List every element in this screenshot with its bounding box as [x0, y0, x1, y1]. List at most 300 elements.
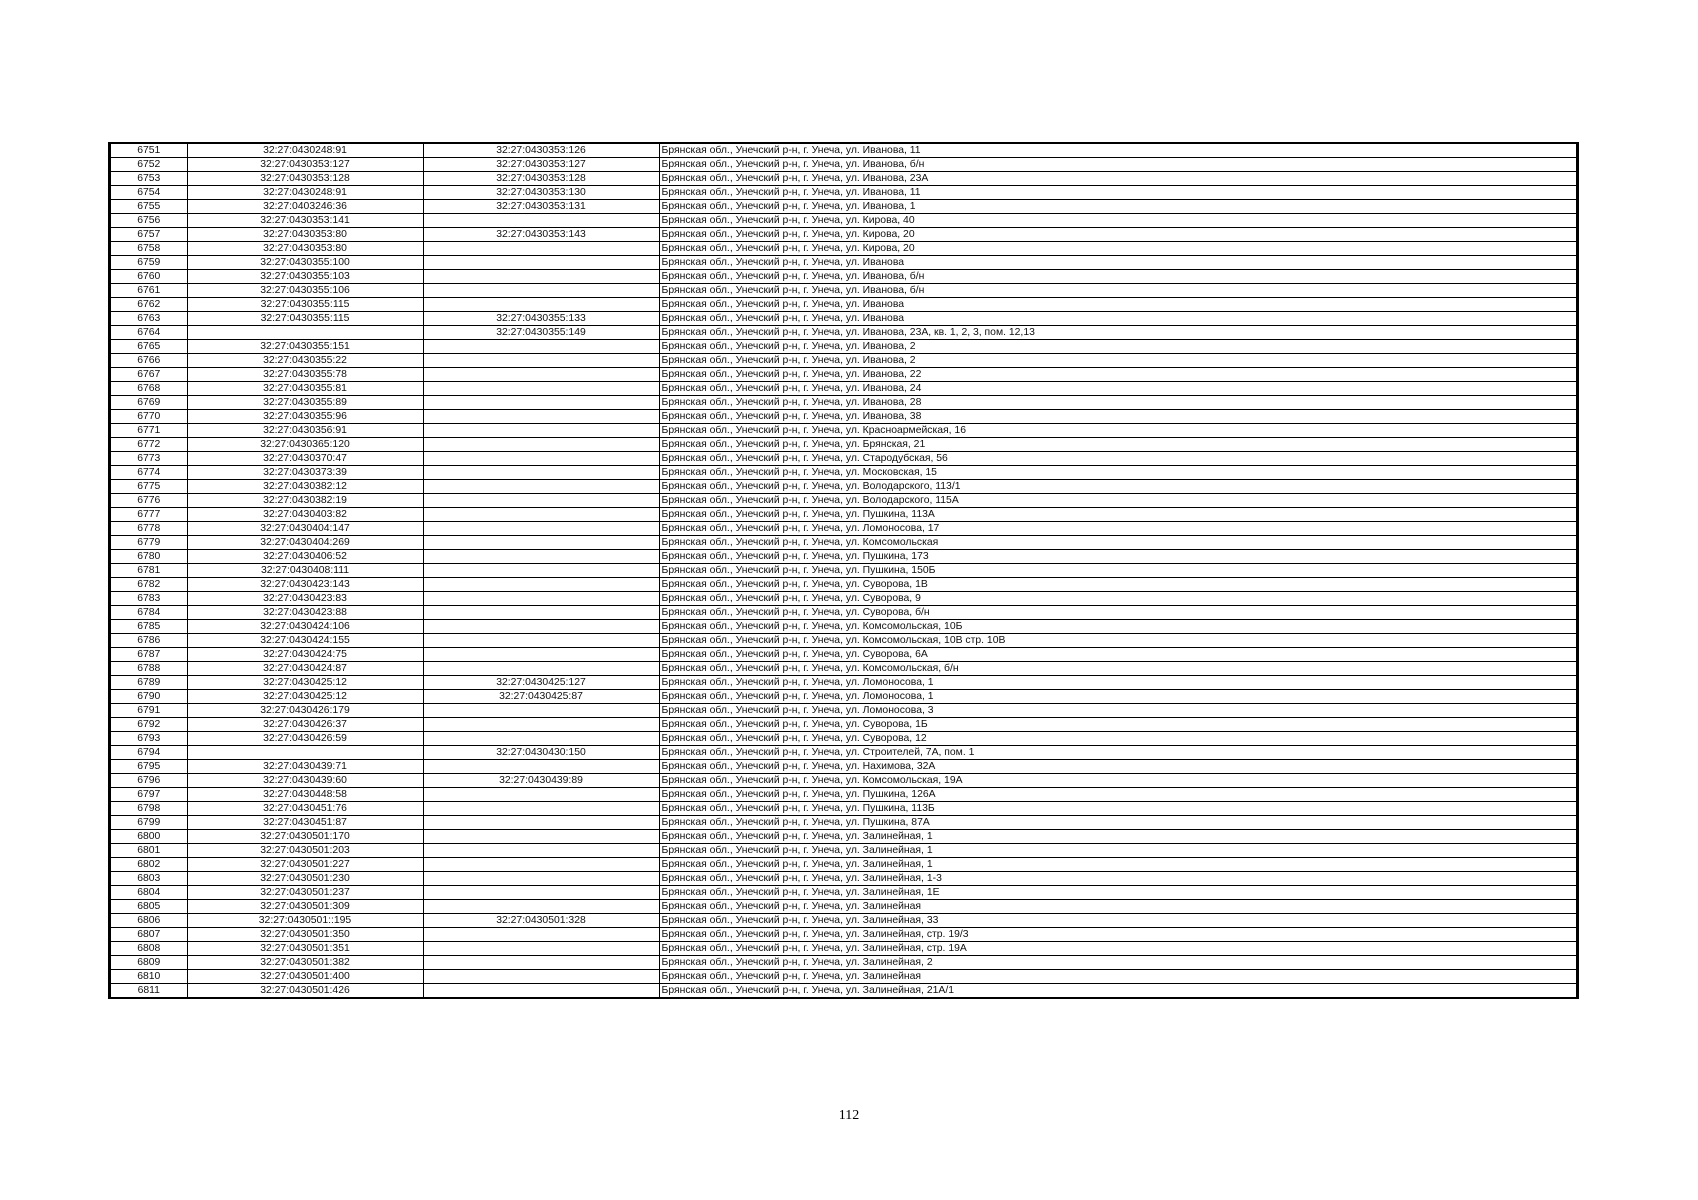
table-row [110, 788, 1577, 802]
cadastral-number-cell: 32:27:0430501:400 [187, 970, 423, 984]
row-number-cell: 6789 [110, 676, 187, 690]
cadastral-number-cell: 32:27:0430426:37 [187, 718, 423, 732]
table-row [110, 144, 1577, 158]
cadastral-number-cell: 32:27:0430451:76 [187, 802, 423, 816]
address-cell: Брянская обл., Унечский р-н, г. Унеча, ул. Залинейная, 2 [659, 956, 1577, 970]
address-cell: Брянская обл., Унечский р-н, г. Унеча, ул. Ломоносова, 1 [659, 676, 1577, 690]
cadastral-number-cell: 32:27:0430353:128 [187, 172, 423, 186]
row-number-cell: 6767 [110, 368, 187, 382]
cadastral-number-cell [187, 326, 423, 340]
table-row [110, 214, 1577, 228]
cadastral-number-cell: 32:27:0430382:19 [187, 494, 423, 508]
table-row [110, 774, 1577, 788]
cadastral-number-cell: 32:27:0430501:350 [187, 928, 423, 942]
linked-cadastral-number-cell [423, 578, 659, 592]
cadastral-number-cell: 32:27:0430501:203 [187, 844, 423, 858]
table-row [110, 522, 1577, 536]
address-cell: Брянская обл., Унечский р-н, г. Унеча, ул. Брянская, 21 [659, 438, 1577, 452]
cadastral-number-cell: 32:27:0430355:115 [187, 312, 423, 326]
row-number-cell: 6784 [110, 606, 187, 620]
address-cell: Брянская обл., Унечский р-н, г. Унеча, ул. Залинейная, 1Е [659, 886, 1577, 900]
linked-cadastral-number-cell [423, 886, 659, 900]
table-row [110, 382, 1577, 396]
cadastral-number-cell: 32:27:0430248:91 [187, 186, 423, 200]
table-row [110, 760, 1577, 774]
table-row [110, 704, 1577, 718]
cadastral-number-cell: 32:27:0430248:91 [187, 144, 423, 158]
row-number-cell: 6811 [110, 984, 187, 998]
table-row [110, 718, 1577, 732]
linked-cadastral-number-cell [423, 242, 659, 256]
table-row [110, 242, 1577, 256]
registry-table [109, 143, 1578, 998]
table-row [110, 886, 1577, 900]
row-number-cell: 6760 [110, 270, 187, 284]
table-row [110, 662, 1577, 676]
cadastral-number-cell: 32:27:0430425:12 [187, 690, 423, 704]
row-number-cell: 6773 [110, 452, 187, 466]
row-number-cell: 6762 [110, 298, 187, 312]
linked-cadastral-number-cell [423, 928, 659, 942]
cadastral-number-cell: 32:27:0430355:78 [187, 368, 423, 382]
cadastral-number-cell: 32:27:0430355:81 [187, 382, 423, 396]
table-row [110, 340, 1577, 354]
address-cell: Брянская обл., Унечский р-н, г. Унеча, ул. Стародубская, 56 [659, 452, 1577, 466]
row-number-cell: 6780 [110, 550, 187, 564]
row-number-cell: 6782 [110, 578, 187, 592]
address-cell: Брянская обл., Унечский р-н, г. Унеча, ул. Комсомольская, 10В стр. 10В [659, 634, 1577, 648]
table-row [110, 410, 1577, 424]
table-row [110, 564, 1577, 578]
linked-cadastral-number-cell: 32:27:0430425:127 [423, 676, 659, 690]
cadastral-number-cell: 32:27:0430355:151 [187, 340, 423, 354]
table-row [110, 732, 1577, 746]
cadastral-number-cell: 32:27:0430355:89 [187, 396, 423, 410]
row-number-cell: 6764 [110, 326, 187, 340]
table-row [110, 830, 1577, 844]
row-number-cell: 6783 [110, 592, 187, 606]
cadastral-number-cell: 32:27:0430501:309 [187, 900, 423, 914]
address-cell: Брянская обл., Унечский р-н, г. Унеча, ул. Суворова, 1Б [659, 718, 1577, 732]
cadastral-number-cell: 32:27:0430501:237 [187, 886, 423, 900]
linked-cadastral-number-cell: 32:27:0430355:133 [423, 312, 659, 326]
linked-cadastral-number-cell [423, 270, 659, 284]
linked-cadastral-number-cell [423, 662, 659, 676]
address-cell: Брянская обл., Унечский р-н, г. Унеча, ул. Кирова, 20 [659, 242, 1577, 256]
linked-cadastral-number-cell: 32:27:0430439:89 [423, 774, 659, 788]
linked-cadastral-number-cell [423, 424, 659, 438]
table-row [110, 914, 1577, 928]
linked-cadastral-number-cell [423, 956, 659, 970]
cadastral-number-cell: 32:27:0430355:103 [187, 270, 423, 284]
table-row [110, 298, 1577, 312]
row-number-cell: 6796 [110, 774, 187, 788]
address-cell: Брянская обл., Унечский р-н, г. Унеча, ул. Московская, 15 [659, 466, 1577, 480]
address-cell: Брянская обл., Унечский р-н, г. Унеча, ул. Иванова, 1 [659, 200, 1577, 214]
cadastral-number-cell: 32:27:0430355:96 [187, 410, 423, 424]
table-row [110, 256, 1577, 270]
table-row [110, 620, 1577, 634]
linked-cadastral-number-cell [423, 788, 659, 802]
linked-cadastral-number-cell: 32:27:0430430:150 [423, 746, 659, 760]
row-number-cell: 6803 [110, 872, 187, 886]
linked-cadastral-number-cell: 32:27:0430353:127 [423, 158, 659, 172]
address-cell: Брянская обл., Унечский р-н, г. Унеча, ул. Иванова, 2 [659, 340, 1577, 354]
cadastral-number-cell: 32:27:0430406:52 [187, 550, 423, 564]
address-cell: Брянская обл., Унечский р-н, г. Унеча, ул. Суворова, 6А [659, 648, 1577, 662]
row-number-cell: 6771 [110, 424, 187, 438]
row-number-cell: 6794 [110, 746, 187, 760]
table-row [110, 466, 1577, 480]
address-cell: Брянская обл., Унечский р-н, г. Унеча, ул. Пушкина, 113Б [659, 802, 1577, 816]
linked-cadastral-number-cell [423, 340, 659, 354]
linked-cadastral-number-cell [423, 438, 659, 452]
cadastral-number-cell: 32:27:0430404:269 [187, 536, 423, 550]
address-cell: Брянская обл., Унечский р-н, г. Унеча, ул. Суворова, б/н [659, 606, 1577, 620]
row-number-cell: 6791 [110, 704, 187, 718]
table-row [110, 690, 1577, 704]
row-number-cell: 6770 [110, 410, 187, 424]
address-cell: Брянская обл., Унечский р-н, г. Унеча, ул. Иванова, б/н [659, 158, 1577, 172]
address-cell: Брянская обл., Унечский р-н, г. Унеча, ул. Залинейная [659, 970, 1577, 984]
address-cell: Брянская обл., Унечский р-н, г. Унеча, ул. Пушкина, 87А [659, 816, 1577, 830]
address-cell: Брянская обл., Унечский р-н, г. Унеча, ул. Залинейная, стр. 19/3 [659, 928, 1577, 942]
page-number: 112 [838, 1108, 860, 1123]
address-cell: Брянская обл., Унечский р-н, г. Унеча, ул. Кирова, 40 [659, 214, 1577, 228]
row-number-cell: 6768 [110, 382, 187, 396]
table-row [110, 872, 1577, 886]
row-number-cell: 6798 [110, 802, 187, 816]
linked-cadastral-number-cell [423, 480, 659, 494]
row-number-cell: 6808 [110, 942, 187, 956]
linked-cadastral-number-cell [423, 900, 659, 914]
linked-cadastral-number-cell [423, 802, 659, 816]
row-number-cell: 6761 [110, 284, 187, 298]
address-cell: Брянская обл., Унечский р-н, г. Унеча, ул. Ломоносова, 3 [659, 704, 1577, 718]
row-number-cell: 6792 [110, 718, 187, 732]
address-cell: Брянская обл., Унечский р-н, г. Унеча, ул. Строителей, 7А, пом. 1 [659, 746, 1577, 760]
table-row [110, 270, 1577, 284]
linked-cadastral-number-cell [423, 382, 659, 396]
cadastral-number-cell [187, 746, 423, 760]
linked-cadastral-number-cell: 32:27:0430353:143 [423, 228, 659, 242]
table-row [110, 802, 1577, 816]
table-row [110, 844, 1577, 858]
address-cell: Брянская обл., Унечский р-н, г. Унеча, ул. Залинейная, 1-3 [659, 872, 1577, 886]
table-row [110, 508, 1577, 522]
address-cell: Брянская обл., Унечский р-н, г. Унеча, ул. Комсомольская, 19А [659, 774, 1577, 788]
linked-cadastral-number-cell [423, 550, 659, 564]
cadastral-number-cell: 32:27:0430404:147 [187, 522, 423, 536]
row-number-cell: 6806 [110, 914, 187, 928]
linked-cadastral-number-cell: 32:27:0430501:328 [423, 914, 659, 928]
linked-cadastral-number-cell [423, 298, 659, 312]
table-row [110, 942, 1577, 956]
linked-cadastral-number-cell [423, 214, 659, 228]
row-number-cell: 6778 [110, 522, 187, 536]
row-number-cell: 6774 [110, 466, 187, 480]
linked-cadastral-number-cell: 32:27:0430353:130 [423, 186, 659, 200]
cadastral-number-cell: 32:27:0430439:71 [187, 760, 423, 774]
row-number-cell: 6790 [110, 690, 187, 704]
row-number-cell: 6799 [110, 816, 187, 830]
table-row [110, 984, 1577, 998]
linked-cadastral-number-cell [423, 494, 659, 508]
address-cell: Брянская обл., Унечский р-н, г. Унеча, ул. Суворова, 12 [659, 732, 1577, 746]
row-number-cell: 6752 [110, 158, 187, 172]
cadastral-number-cell: 32:27:0430370:47 [187, 452, 423, 466]
table-row [110, 172, 1577, 186]
linked-cadastral-number-cell [423, 830, 659, 844]
linked-cadastral-number-cell: 32:27:0430355:149 [423, 326, 659, 340]
cadastral-number-cell: 32:27:0430425:12 [187, 676, 423, 690]
table-row [110, 326, 1577, 340]
linked-cadastral-number-cell [423, 620, 659, 634]
row-number-cell: 6769 [110, 396, 187, 410]
table-row [110, 648, 1577, 662]
linked-cadastral-number-cell [423, 858, 659, 872]
cadastral-number-cell: 32:27:0430353:141 [187, 214, 423, 228]
address-cell: Брянская обл., Унечский р-н, г. Унеча, ул. Володарского, 115А [659, 494, 1577, 508]
row-number-cell: 6805 [110, 900, 187, 914]
row-number-cell: 6777 [110, 508, 187, 522]
table-row [110, 634, 1577, 648]
table-row [110, 480, 1577, 494]
cadastral-number-cell: 32:27:0430356:91 [187, 424, 423, 438]
address-cell: Брянская обл., Унечский р-н, г. Унеча, ул. Иванова, 23А [659, 172, 1577, 186]
address-cell: Брянская обл., Унечский р-н, г. Унеча, ул. Иванова, 11 [659, 186, 1577, 200]
address-cell: Брянская обл., Унечский р-н, г. Унеча, ул. Володарского, 113/1 [659, 480, 1577, 494]
table-row [110, 900, 1577, 914]
linked-cadastral-number-cell [423, 466, 659, 480]
row-number-cell: 6810 [110, 970, 187, 984]
linked-cadastral-number-cell [423, 606, 659, 620]
address-cell: Брянская обл., Унечский р-н, г. Унеча, ул. Иванова [659, 256, 1577, 270]
table-row [110, 200, 1577, 214]
cadastral-number-cell: 32:27:0430355:100 [187, 256, 423, 270]
row-number-cell: 6801 [110, 844, 187, 858]
address-cell: Брянская обл., Унечский р-н, г. Унеча, ул. Иванова, 2 [659, 354, 1577, 368]
row-number-cell: 6763 [110, 312, 187, 326]
cadastral-number-cell: 32:27:0430423:83 [187, 592, 423, 606]
cadastral-number-cell: 32:27:0430426:179 [187, 704, 423, 718]
row-number-cell: 6809 [110, 956, 187, 970]
linked-cadastral-number-cell [423, 760, 659, 774]
table-row [110, 858, 1577, 872]
table-row [110, 452, 1577, 466]
table-row [110, 494, 1577, 508]
cadastral-number-cell: 32:27:0430451:87 [187, 816, 423, 830]
address-cell: Брянская обл., Унечский р-н, г. Унеча, ул. Суворова, 9 [659, 592, 1577, 606]
address-cell: Брянская обл., Унечский р-н, г. Унеча, ул. Иванова, 28 [659, 396, 1577, 410]
row-number-cell: 6802 [110, 858, 187, 872]
cadastral-number-cell: 32:27:0430353:80 [187, 242, 423, 256]
table-row [110, 606, 1577, 620]
table-row [110, 396, 1577, 410]
table-row [110, 746, 1577, 760]
linked-cadastral-number-cell [423, 396, 659, 410]
cadastral-number-cell: 32:27:0430353:127 [187, 158, 423, 172]
row-number-cell: 6775 [110, 480, 187, 494]
linked-cadastral-number-cell [423, 816, 659, 830]
row-number-cell: 6804 [110, 886, 187, 900]
row-number-cell: 6759 [110, 256, 187, 270]
cadastral-number-cell: 32:27:0430424:106 [187, 620, 423, 634]
cadastral-number-cell: 32:27:0430424:75 [187, 648, 423, 662]
table-row [110, 970, 1577, 984]
linked-cadastral-number-cell [423, 942, 659, 956]
linked-cadastral-number-cell [423, 368, 659, 382]
table-row [110, 592, 1577, 606]
table-row [110, 312, 1577, 326]
cadastral-number-cell: 32:27:0430501:230 [187, 872, 423, 886]
cadastral-number-cell: 32:27:0430501:227 [187, 858, 423, 872]
cadastral-number-cell: 32:27:0430501:170 [187, 830, 423, 844]
registry-table-body [110, 144, 1577, 998]
table-row [110, 928, 1577, 942]
table-row [110, 676, 1577, 690]
table-row [110, 578, 1577, 592]
address-cell: Брянская обл., Унечский р-н, г. Унеча, ул. Залинейная [659, 900, 1577, 914]
cadastral-number-cell: 32:27:0430424:155 [187, 634, 423, 648]
row-number-cell: 6800 [110, 830, 187, 844]
linked-cadastral-number-cell [423, 872, 659, 886]
address-cell: Брянская обл., Унечский р-н, г. Унеча, ул. Комсомольская, 10Б [659, 620, 1577, 634]
linked-cadastral-number-cell [423, 256, 659, 270]
linked-cadastral-number-cell [423, 564, 659, 578]
address-cell: Брянская обл., Унечский р-н, г. Унеча, ул. Залинейная, 1 [659, 844, 1577, 858]
row-number-cell: 6765 [110, 340, 187, 354]
address-cell: Брянская обл., Унечский р-н, г. Унеча, ул. Пушкина, 173 [659, 550, 1577, 564]
address-cell: Брянская обл., Унечский р-н, г. Унеча, ул. Иванова, 22 [659, 368, 1577, 382]
cadastral-number-cell: 32:27:0430501:426 [187, 984, 423, 998]
linked-cadastral-number-cell [423, 970, 659, 984]
row-number-cell: 6781 [110, 564, 187, 578]
table-row [110, 158, 1577, 172]
address-cell: Брянская обл., Унечский р-н, г. Унеча, ул. Комсомольская [659, 536, 1577, 550]
cadastral-number-cell: 32:27:0430501:351 [187, 942, 423, 956]
cadastral-number-cell: 32:27:0430355:106 [187, 284, 423, 298]
linked-cadastral-number-cell [423, 508, 659, 522]
cadastral-number-cell: 32:27:0403246:36 [187, 200, 423, 214]
address-cell: Брянская обл., Унечский р-н, г. Унеча, ул. Пушкина, 126А [659, 788, 1577, 802]
row-number-cell: 6807 [110, 928, 187, 942]
row-number-cell: 6757 [110, 228, 187, 242]
row-number-cell: 6795 [110, 760, 187, 774]
cadastral-number-cell: 32:27:0430365:120 [187, 438, 423, 452]
table-row [110, 354, 1577, 368]
table-row [110, 550, 1577, 564]
table-row [110, 424, 1577, 438]
row-number-cell: 6797 [110, 788, 187, 802]
linked-cadastral-number-cell [423, 634, 659, 648]
row-number-cell: 6793 [110, 732, 187, 746]
address-cell: Брянская обл., Унечский р-н, г. Унеча, ул. Пушкина, 150Б [659, 564, 1577, 578]
linked-cadastral-number-cell [423, 522, 659, 536]
row-number-cell: 6772 [110, 438, 187, 452]
address-cell: Брянская обл., Унечский р-н, г. Унеча, ул. Иванова, 11 [659, 144, 1577, 158]
table-row [110, 956, 1577, 970]
cadastral-number-cell: 32:27:0430353:80 [187, 228, 423, 242]
linked-cadastral-number-cell: 32:27:0430353:128 [423, 172, 659, 186]
address-cell: Брянская обл., Унечский р-н, г. Унеча, ул. Залинейная, 1 [659, 858, 1577, 872]
cadastral-number-cell: 32:27:0430373:39 [187, 466, 423, 480]
linked-cadastral-number-cell: 32:27:0430353:126 [423, 144, 659, 158]
cadastral-number-cell: 32:27:0430355:22 [187, 354, 423, 368]
cadastral-number-cell: 32:27:0430439:60 [187, 774, 423, 788]
cadastral-number-cell: 32:27:0430382:12 [187, 480, 423, 494]
address-cell: Брянская обл., Унечский р-н, г. Унеча, ул. Залинейная, 33 [659, 914, 1577, 928]
row-number-cell: 6766 [110, 354, 187, 368]
row-number-cell: 6758 [110, 242, 187, 256]
address-cell: Брянская обл., Унечский р-н, г. Унеча, ул. Иванова, 23А, кв. 1, 2, 3, пом. 12,13 [659, 326, 1577, 340]
cadastral-number-cell: 32:27:0430448:58 [187, 788, 423, 802]
linked-cadastral-number-cell [423, 410, 659, 424]
linked-cadastral-number-cell [423, 984, 659, 998]
table-row [110, 228, 1577, 242]
cadastral-number-cell: 32:27:0430403:82 [187, 508, 423, 522]
linked-cadastral-number-cell [423, 704, 659, 718]
linked-cadastral-number-cell [423, 718, 659, 732]
cadastral-number-cell: 32:27:0430423:143 [187, 578, 423, 592]
address-cell: Брянская обл., Унечский р-н, г. Унеча, ул. Иванова, 38 [659, 410, 1577, 424]
cadastral-number-cell: 32:27:0430423:88 [187, 606, 423, 620]
address-cell: Брянская обл., Унечский р-н, г. Унеча, ул. Кирова, 20 [659, 228, 1577, 242]
linked-cadastral-number-cell [423, 536, 659, 550]
table-row [110, 536, 1577, 550]
address-cell: Брянская обл., Унечский р-н, г. Унеча, ул. Залинейная, стр. 19А [659, 942, 1577, 956]
cadastral-number-cell: 32:27:0430424:87 [187, 662, 423, 676]
linked-cadastral-number-cell [423, 732, 659, 746]
address-cell: Брянская обл., Унечский р-н, г. Унеча, ул. Пушкина, 113А [659, 508, 1577, 522]
cadastral-number-cell: 32:27:0430355:115 [187, 298, 423, 312]
address-cell: Брянская обл., Унечский р-н, г. Унеча, ул. Залинейная, 21А/1 [659, 984, 1577, 998]
linked-cadastral-number-cell: 32:27:0430425:87 [423, 690, 659, 704]
row-number-cell: 6755 [110, 200, 187, 214]
address-cell: Брянская обл., Унечский р-н, г. Унеча, ул. Иванова [659, 298, 1577, 312]
table-row [110, 284, 1577, 298]
linked-cadastral-number-cell [423, 284, 659, 298]
linked-cadastral-number-cell [423, 354, 659, 368]
address-cell: Брянская обл., Унечский р-н, г. Унеча, ул. Иванова, 24 [659, 382, 1577, 396]
address-cell: Брянская обл., Унечский р-н, г. Унеча, ул. Красноармейская, 16 [659, 424, 1577, 438]
cadastral-number-cell: 32:27:0430408:111 [187, 564, 423, 578]
row-number-cell: 6779 [110, 536, 187, 550]
address-cell: Брянская обл., Унечский р-н, г. Унеча, ул. Ломоносова, 17 [659, 522, 1577, 536]
table-row [110, 186, 1577, 200]
row-number-cell: 6753 [110, 172, 187, 186]
linked-cadastral-number-cell: 32:27:0430353:131 [423, 200, 659, 214]
linked-cadastral-number-cell [423, 452, 659, 466]
address-cell: Брянская обл., Унечский р-н, г. Унеча, ул. Иванова [659, 312, 1577, 326]
address-cell: Брянская обл., Унечский р-н, г. Унеча, ул. Суворова, 1В [659, 578, 1577, 592]
row-number-cell: 6751 [110, 144, 187, 158]
address-cell: Брянская обл., Унечский р-н, г. Унеча, ул. Нахимова, 32А [659, 760, 1577, 774]
address-cell: Брянская обл., Унечский р-н, г. Унеча, ул. Залинейная, 1 [659, 830, 1577, 844]
row-number-cell: 6785 [110, 620, 187, 634]
table-row [110, 368, 1577, 382]
row-number-cell: 6756 [110, 214, 187, 228]
row-number-cell: 6787 [110, 648, 187, 662]
table-row [110, 816, 1577, 830]
address-cell: Брянская обл., Унечский р-н, г. Унеча, ул. Комсомольская, б/н [659, 662, 1577, 676]
row-number-cell: 6788 [110, 662, 187, 676]
row-number-cell: 6786 [110, 634, 187, 648]
row-number-cell: 6754 [110, 186, 187, 200]
linked-cadastral-number-cell [423, 648, 659, 662]
cadastral-number-cell: 32:27:0430501:382 [187, 956, 423, 970]
linked-cadastral-number-cell [423, 844, 659, 858]
